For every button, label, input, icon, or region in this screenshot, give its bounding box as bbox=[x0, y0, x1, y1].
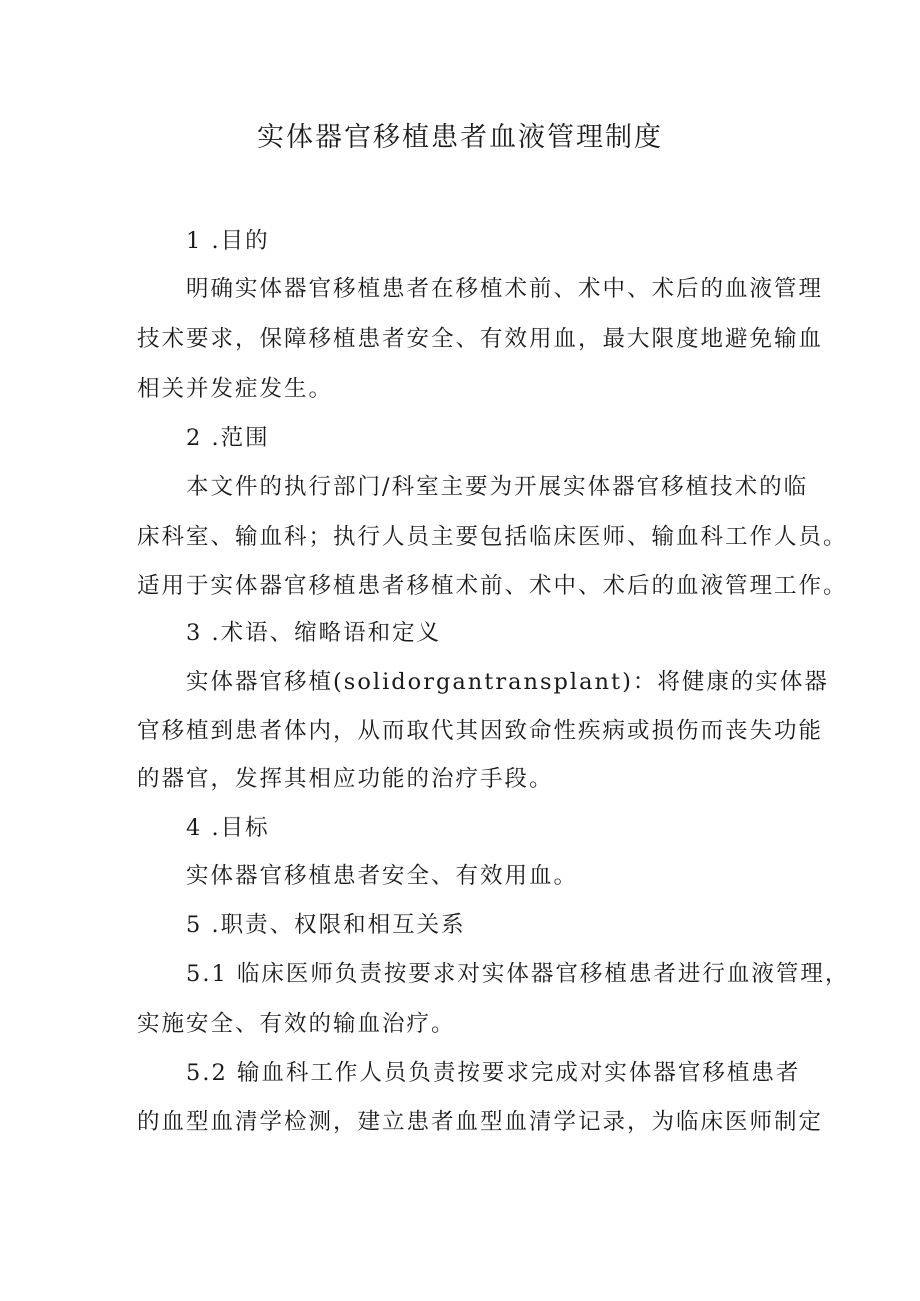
paragraph-line: 5.1 临床医师负责按要求对实体器官移植患者进行血液管理， bbox=[186, 961, 850, 987]
paragraph-line: 实体器官移植患者安全、有效用血。 bbox=[186, 863, 579, 889]
document-title: 实体器官移植患者血液管理制度 bbox=[257, 122, 663, 153]
section-heading-responsibilities: 5 .职责、权限和相互关系 bbox=[186, 912, 466, 938]
paragraph-line: 实体器官移植(solidorgantransplant)：将健康的实体器 bbox=[186, 669, 829, 695]
paragraph-line: 官移植到患者体内，从而取代其因致命性疾病或损伤而丧失功能 bbox=[137, 718, 824, 744]
paragraph-line: 的血型血清学检测，建立患者血型血清学记录，为临床医师制定 bbox=[137, 1109, 824, 1135]
section-heading-terms: 3 .术语、缩略语和定义 bbox=[186, 620, 442, 646]
paragraph-line: 技术要求，保障移植患者安全、有效用血，最大限度地避免输血 bbox=[137, 326, 824, 352]
paragraph-line: 明确实体器官移植患者在移植术前、术中、术后的血液管理 bbox=[186, 276, 824, 302]
paragraph-line: 床科室、输血科；执行人员主要包括临床医师、输血科工作人员。 bbox=[137, 524, 848, 550]
section-heading-goal: 4 .目标 bbox=[186, 815, 270, 841]
paragraph-line: 本文件的执行部门/科室主要为开展实体器官移植技术的临 bbox=[186, 474, 809, 500]
section-heading-purpose: 1 .目的 bbox=[186, 228, 270, 254]
paragraph-line: 相关并发症发生。 bbox=[137, 376, 334, 402]
section-heading-scope: 2 .范围 bbox=[186, 425, 270, 451]
paragraph-line: 的器官，发挥其相应功能的治疗手段。 bbox=[137, 766, 554, 792]
paragraph-line: 适用于实体器官移植患者移植术前、术中、术后的血液管理工作。 bbox=[137, 573, 848, 599]
paragraph-line: 实施安全、有效的输血治疗。 bbox=[137, 1011, 456, 1037]
paragraph-line: 5.2 输血科工作人员负责按要求完成对实体器官移植患者 bbox=[186, 1060, 801, 1086]
